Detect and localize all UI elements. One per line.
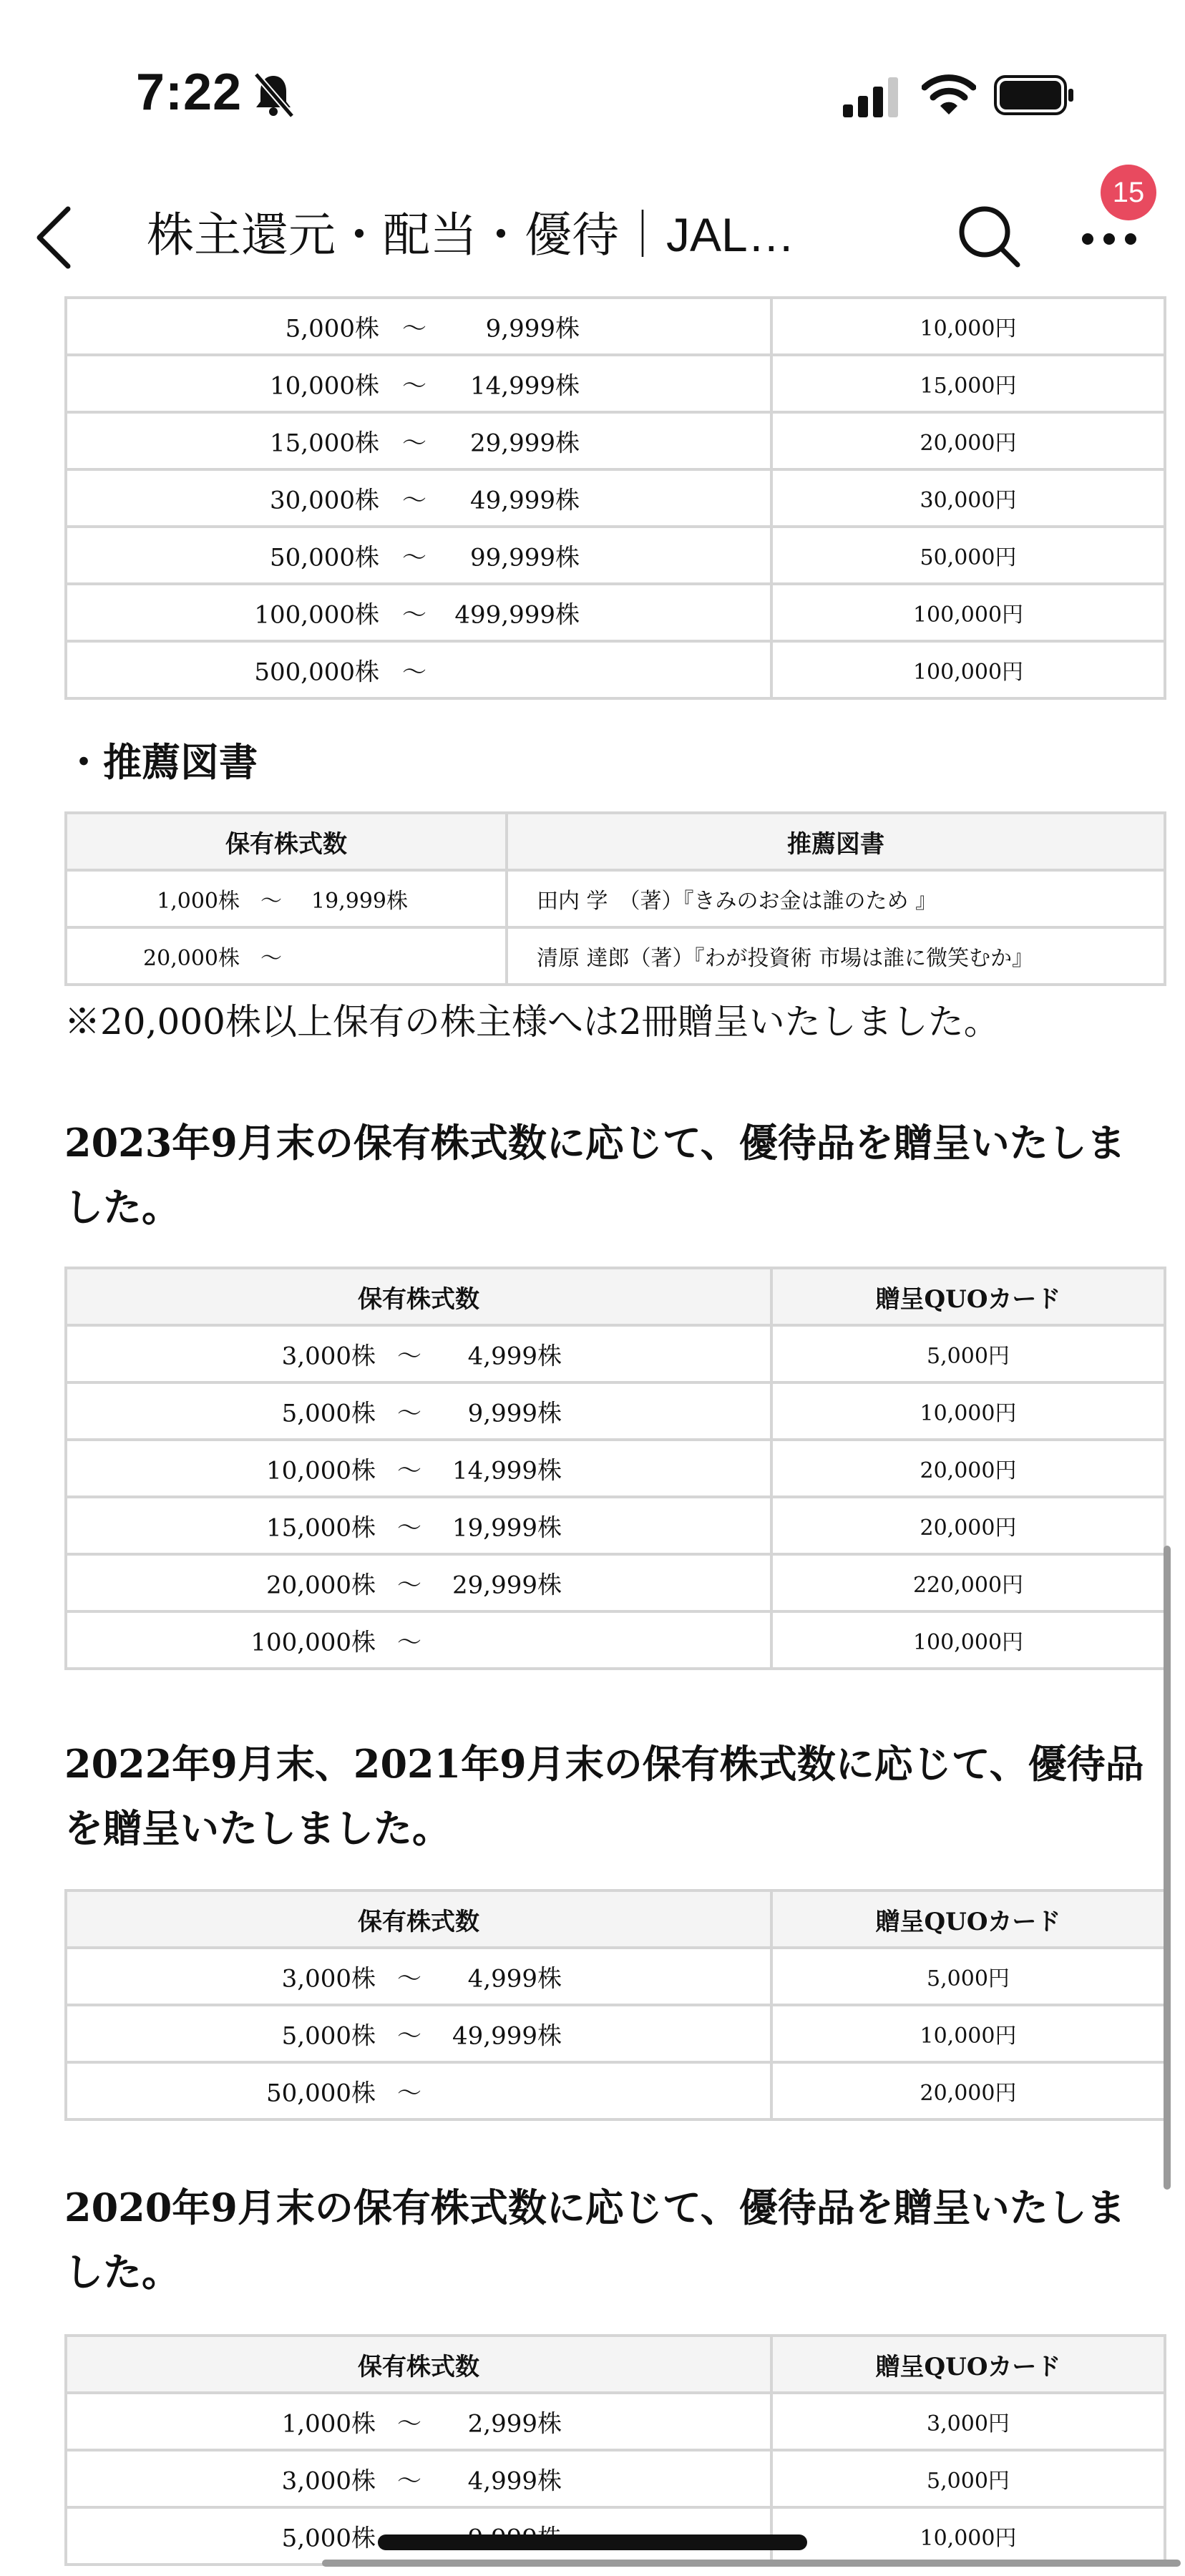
search-icon[interactable] — [953, 200, 1025, 272]
gift-value-cell: 100,000円 — [771, 641, 1165, 698]
cellular-signal-icon — [843, 77, 899, 117]
vertical-scrollbar[interactable] — [1164, 1546, 1171, 2190]
table-row — [66, 1554, 1165, 1611]
range-to: 9,999株 — [467, 1399, 562, 1428]
table-header-row — [66, 2336, 1165, 2393]
range-from: 100,000株 — [254, 600, 379, 630]
share-range-cell — [66, 870, 507, 927]
range-from: 10,000株 — [266, 1456, 376, 1485]
share-range-cell — [66, 2393, 771, 2450]
header-shares: 保有株式数 — [66, 1268, 771, 1325]
table-row — [66, 2005, 1165, 2062]
table-row — [66, 1440, 1165, 1497]
share-range-cell — [66, 355, 771, 412]
gift-value-cell: 5,000円 — [771, 1948, 1165, 2005]
range-to: 49,999株 — [452, 2021, 562, 2051]
table-row — [66, 870, 1165, 927]
share-range-cell — [66, 2062, 771, 2119]
range-from: 15,000株 — [270, 429, 379, 458]
book-title-cell: 田内 学 （著）『きみのお金は誰のため 』 — [507, 870, 1165, 927]
range-to: 14,999株 — [470, 371, 580, 401]
table-row — [66, 1382, 1165, 1440]
share-range-cell — [66, 2005, 771, 2062]
range-tilde: 〜 — [397, 1513, 421, 1543]
horizontal-scrollbar[interactable] — [322, 2560, 1181, 2567]
range-to: 4,999株 — [467, 1342, 562, 1371]
gift-value-cell: 5,000円 — [771, 1325, 1165, 1382]
gift-value-cell: 3,000円 — [771, 2393, 1165, 2450]
battery-icon — [993, 74, 1075, 116]
table-header-row — [66, 1268, 1165, 1325]
status-time: 7:22 — [136, 64, 243, 121]
range-from: 100,000株 — [250, 1628, 376, 1657]
range-tilde: 〜 — [397, 2467, 421, 2496]
share-range-cell — [66, 469, 771, 527]
share-range-cell — [66, 412, 771, 469]
benefit-table-2022 — [64, 1889, 1166, 2121]
range-from: 5,000株 — [281, 2524, 376, 2553]
range-tilde: 〜 — [402, 371, 426, 401]
range-tilde: 〜 — [260, 946, 282, 971]
page-title: 株主還元・配当・優待｜JAL… — [147, 208, 795, 261]
range-to: 19,999株 — [452, 1513, 562, 1543]
range-from: 20,000株 — [143, 946, 240, 971]
back-chevron-icon[interactable] — [29, 202, 79, 273]
wifi-icon — [922, 72, 976, 117]
gift-value-cell: 100,000円 — [771, 1611, 1165, 1669]
table-row — [66, 584, 1165, 641]
gift-value-cell: 20,000円 — [771, 1497, 1165, 1554]
range-from: 3,000株 — [281, 1342, 376, 1371]
book-title-cell: 清原 達郎（著）『わが投資術 市場は誰に微笑むか』 — [507, 927, 1165, 985]
range-tilde: 〜 — [397, 2021, 421, 2051]
range-to: 14,999株 — [452, 1456, 562, 1485]
table-row — [66, 2062, 1165, 2119]
section-2023-heading: 2023年9月末の保有株式数に応じて、優待品を贈呈いたしました。 — [64, 1120, 1126, 1230]
table-row — [66, 927, 1165, 985]
header-shares: 保有株式数 — [66, 2336, 771, 2393]
range-from: 30,000株 — [270, 486, 379, 515]
books-heading: ・推薦図書 — [64, 739, 258, 785]
gift-value-cell: 220,000円 — [771, 1554, 1165, 1611]
range-from: 3,000株 — [281, 1964, 376, 1994]
benefit-table-continued — [64, 296, 1166, 700]
range-to: 4,999株 — [467, 2467, 562, 2496]
table-row — [66, 2393, 1165, 2450]
range-tilde: 〜 — [397, 1964, 421, 1994]
benefit-table-2020 — [64, 2334, 1166, 2566]
range-from: 50,000株 — [266, 2079, 376, 2108]
gift-value-cell: 50,000円 — [771, 527, 1165, 584]
table-row — [66, 2450, 1165, 2507]
gift-value-cell: 10,000円 — [771, 2005, 1165, 2062]
range-to: 2,999株 — [467, 2409, 562, 2439]
section-2020-heading: 2020年9月末の保有株式数に応じて、優待品を贈呈いたしました。 — [64, 2185, 1126, 2295]
range-tilde: 〜 — [260, 889, 282, 914]
gift-value-cell: 15,000円 — [771, 355, 1165, 412]
header-quo-card: 贈呈QUOカード — [771, 1890, 1165, 1948]
share-range-cell — [66, 1325, 771, 1382]
range-from: 20,000株 — [266, 1571, 376, 1600]
table-row — [66, 412, 1165, 469]
more-options-icon[interactable] — [1073, 225, 1145, 253]
share-range-cell — [66, 298, 771, 355]
share-range-cell — [66, 1611, 771, 1669]
gift-value-cell: 20,000円 — [771, 412, 1165, 469]
share-range-cell — [66, 641, 771, 698]
range-from: 1,000株 — [157, 889, 240, 914]
books-note: ※20,000株以上保有の株主様へは2冊贈呈いたしました。 — [64, 1001, 1000, 1043]
home-indicator[interactable] — [378, 2534, 807, 2550]
share-range-cell — [66, 1948, 771, 2005]
share-range-cell — [66, 1497, 771, 1554]
range-to: 19,999株 — [311, 889, 408, 914]
gift-value-cell: 10,000円 — [771, 2507, 1165, 2565]
range-tilde: 〜 — [402, 658, 426, 687]
gift-value-cell: 30,000円 — [771, 469, 1165, 527]
range-tilde: 〜 — [397, 2079, 421, 2108]
gift-value-cell: 20,000円 — [771, 1440, 1165, 1497]
share-range-cell — [66, 1382, 771, 1440]
header-quo-card: 贈呈QUOカード — [771, 2336, 1165, 2393]
range-from: 5,000株 — [281, 1399, 376, 1428]
range-tilde: 〜 — [402, 600, 426, 630]
range-tilde: 〜 — [397, 1399, 421, 1428]
gift-value-cell: 100,000円 — [771, 584, 1165, 641]
range-tilde: 〜 — [402, 543, 426, 572]
range-to: 9,999株 — [485, 314, 580, 343]
table-row — [66, 1611, 1165, 1669]
range-from: 3,000株 — [281, 2467, 376, 2496]
gift-value-cell: 10,000円 — [771, 1382, 1165, 1440]
share-range-cell — [66, 527, 771, 584]
share-range-cell — [66, 927, 507, 985]
share-range-cell — [66, 1554, 771, 1611]
header-shares: 保有株式数 — [66, 813, 507, 870]
navigation-bar — [0, 165, 1185, 293]
range-to: 99,999株 — [470, 543, 580, 572]
share-range-cell — [66, 584, 771, 641]
range-to: 4,999株 — [467, 1964, 562, 1994]
gift-value-cell: 20,000円 — [771, 2062, 1165, 2119]
table-row — [66, 355, 1165, 412]
range-from: 500,000株 — [254, 658, 379, 687]
range-from: 5,000株 — [285, 314, 379, 343]
table-row — [66, 298, 1165, 355]
status-bar — [0, 0, 1185, 165]
table-row — [66, 641, 1165, 698]
range-tilde: 〜 — [397, 1571, 421, 1600]
section-2022-heading: 2022年9月末、2021年9月末の保有株式数に応じて、優待品を贈呈いたしました。 — [64, 1741, 1144, 1851]
header-shares: 保有株式数 — [66, 1890, 771, 1948]
range-tilde: 〜 — [402, 486, 426, 515]
gift-value-cell: 10,000円 — [771, 298, 1165, 355]
range-to: 499,999株 — [454, 600, 580, 630]
range-from: 5,000株 — [281, 2021, 376, 2051]
range-from: 10,000株 — [270, 371, 379, 401]
bell-muted-icon — [252, 72, 295, 117]
range-tilde: 〜 — [397, 1456, 421, 1485]
table-row — [66, 1325, 1165, 1382]
share-range-cell — [66, 2450, 771, 2507]
recommended-books-table — [64, 811, 1166, 986]
benefit-table-2023 — [64, 1267, 1166, 1670]
range-to: 29,999株 — [452, 1571, 562, 1600]
range-tilde: 〜 — [397, 1628, 421, 1657]
range-tilde: 〜 — [402, 314, 426, 343]
range-to: 49,999株 — [470, 486, 580, 515]
table-header-row — [66, 1890, 1165, 1948]
range-tilde: 〜 — [397, 1342, 421, 1371]
header-books: 推薦図書 — [507, 813, 1165, 870]
range-tilde: 〜 — [397, 2409, 421, 2439]
share-range-cell — [66, 1440, 771, 1497]
table-row — [66, 527, 1165, 584]
range-from: 15,000株 — [266, 1513, 376, 1543]
range-from: 50,000株 — [270, 543, 379, 572]
table-header-row — [66, 813, 1165, 870]
table-row — [66, 1948, 1165, 2005]
gift-value-cell: 5,000円 — [771, 2450, 1165, 2507]
notification-badge: 15 — [1101, 165, 1156, 220]
header-quo-card: 贈呈QUOカード — [771, 1268, 1165, 1325]
range-tilde: 〜 — [402, 429, 426, 458]
range-to: 29,999株 — [470, 429, 580, 458]
table-row — [66, 1497, 1165, 1554]
range-from: 1,000株 — [281, 2409, 376, 2439]
table-row — [66, 469, 1165, 527]
